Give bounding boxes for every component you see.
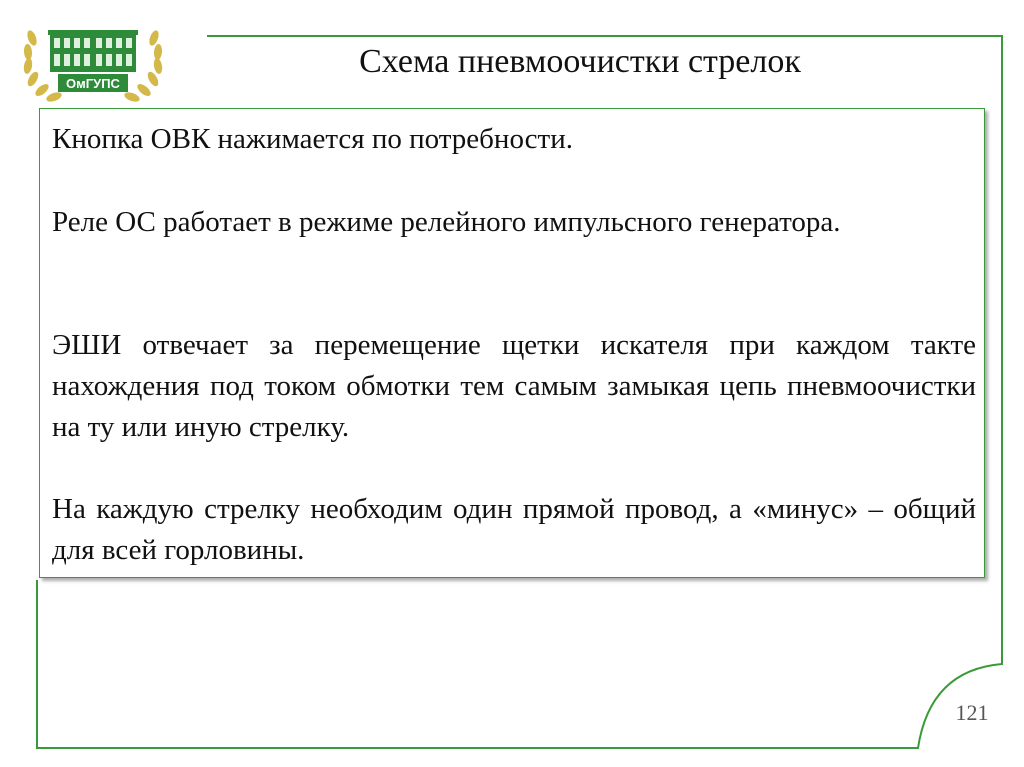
laurel-wreath-icon <box>18 16 168 108</box>
paragraph-4: На каждую стрелку необходим один прямой провод, а «минус» – общий для всей горловины. <box>52 493 976 566</box>
building-icon <box>48 30 138 72</box>
paragraph-2: Реле ОС работает в режиме релейного импульсного генератора. <box>52 206 841 238</box>
logo-text: ОмГУПС <box>66 76 120 91</box>
content-box <box>39 108 985 578</box>
omgups-logo <box>18 16 168 108</box>
slide-title: Схема пневмоочистки стрелок <box>359 43 801 80</box>
page-number: 121 <box>955 700 989 725</box>
paragraph-1: Кнопка ОВК нажимается по потребности. <box>52 123 573 155</box>
paragraph-3: ЭШИ отвечает за перемещение щетки искателя при каждом такте нахождения под током обмотки тем самым замыкая цепь пневмоочистки на ту или иную стрелку. <box>52 329 976 443</box>
